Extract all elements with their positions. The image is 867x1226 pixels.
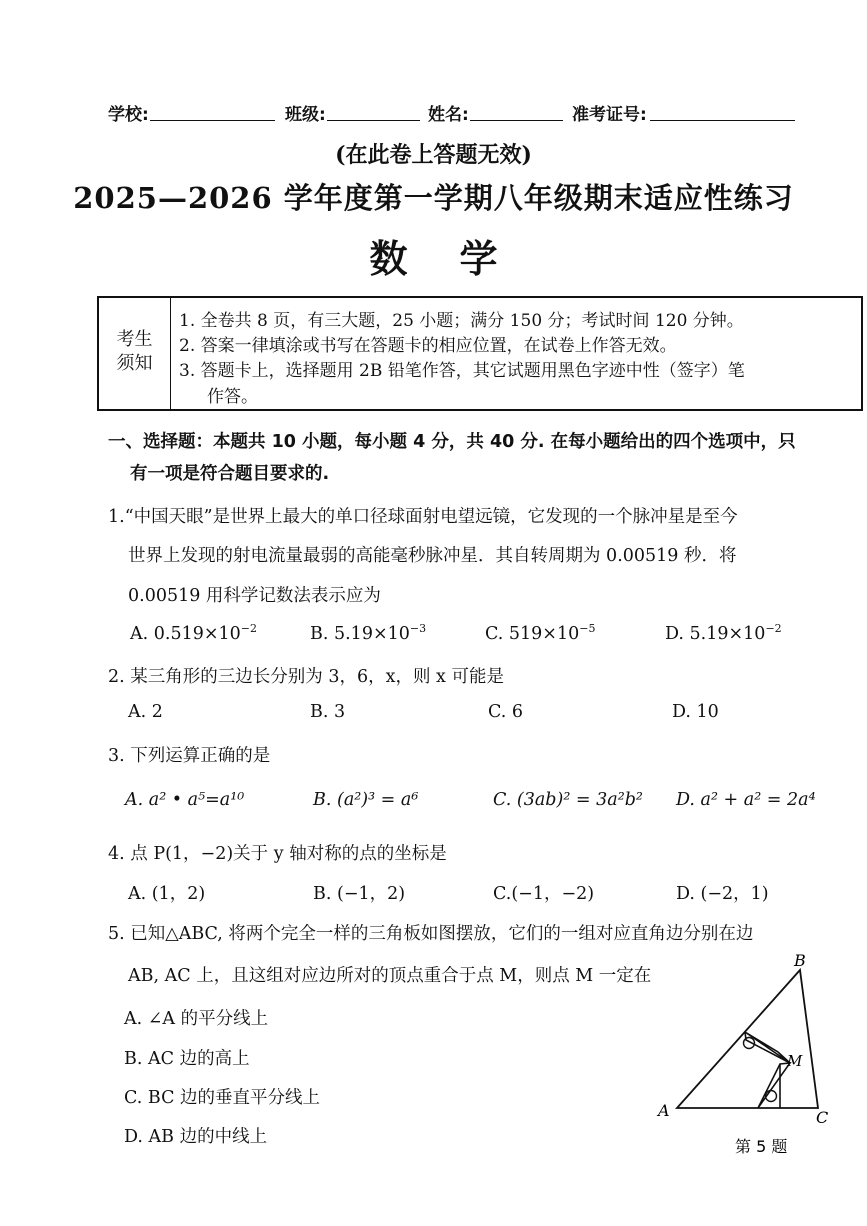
q3-option-b[interactable]: B. (a²)³ = a⁶ — [313, 790, 419, 810]
school-label: 学校: — [108, 105, 149, 125]
notice-label-line1: 考生 — [116, 329, 153, 350]
label-b: B — [794, 951, 806, 970]
ticket-label: 准考证号: — [572, 105, 647, 125]
q3-option-d[interactable]: D. a² + a² = 2a⁴ — [676, 790, 816, 810]
q5-line2: AB, AC 上，且这组对应边所对的顶点重合于点 M，则点 M 一定在 — [128, 966, 652, 986]
q1-option-b[interactable] — [310, 624, 426, 644]
q4-option-b[interactable]: B. (−1，2) — [313, 884, 406, 904]
figure-caption: 第 5 题 — [735, 1137, 788, 1156]
q2-option-d[interactable]: D. 10 — [672, 702, 719, 722]
q5-line1: 5. 已知△ABC, 将两个完全一样的三角板如图摆放，它们的一组对应直角边分别在边 — [108, 924, 754, 944]
notice-item: 2. 答案一律填涂或书写在答题卡的相应位置，在试卷上作答无效。 — [179, 336, 677, 356]
q1-line2: 世界上发现的射电流量最弱的高能毫秒脉冲星．其自转周期为 0.00519 秒．将 — [128, 546, 737, 566]
notice-label-line2: 须知 — [116, 353, 153, 374]
q3-option-a[interactable]: A. a² • a⁵=a¹⁰ — [125, 790, 245, 810]
notice-box — [97, 296, 863, 411]
q5-figure — [650, 948, 860, 1163]
school-blank[interactable] — [150, 120, 275, 121]
q1-c-text: C. 519×10 — [485, 624, 580, 644]
class-label: 班级: — [285, 105, 326, 125]
section1-line1: 一、选择题：本题共 10 小题，每小题 4 分，共 40 分. 在每小题给出的四个选项中，只 — [108, 432, 796, 452]
notice-item: 3. 答题卡上，选择题用 2B 铅笔作答，其它试题用黑色字迹中性（签字）笔 — [179, 361, 745, 381]
notice-item: 作答。 — [207, 387, 258, 407]
section1-line2: 有一项是符合题目要求的. — [130, 464, 330, 484]
class-blank[interactable] — [327, 120, 420, 121]
q1-b-exp: −3 — [409, 622, 427, 635]
q5-option-b[interactable]: B. AC 边的高上 — [124, 1049, 250, 1069]
q1-d-exp: −2 — [765, 622, 782, 635]
label-a: A — [658, 1101, 670, 1120]
q4-option-a[interactable]: A. (1，2) — [128, 884, 206, 904]
q1-c-exp: −5 — [579, 622, 596, 635]
q5-option-a[interactable]: A. ∠A 的平分线上 — [124, 1009, 269, 1029]
q1-d-text: D. 5.19×10 — [665, 624, 766, 644]
subject-title: 数学 — [369, 236, 550, 281]
q1-a-text: A. 0.519×10 — [130, 624, 241, 644]
q5-option-d[interactable]: D. AB 边的中线上 — [124, 1127, 268, 1147]
q2-stem: 2. 某三角形的三边长分别为 3，6，x，则 x 可能是 — [108, 667, 504, 687]
q3-option-c[interactable]: C. (3ab)² = 3a²b² — [493, 790, 643, 810]
q1-option-a[interactable] — [130, 624, 257, 644]
q1-line3: 0.00519 用科学记数法表示应为 — [128, 586, 381, 606]
name-blank[interactable] — [470, 120, 563, 121]
notice-label — [99, 298, 171, 409]
invalid-note: (在此卷上答题无效) — [335, 142, 532, 168]
q1-b-text: B. 5.19×10 — [310, 624, 410, 644]
q1-a-exp: −2 — [240, 622, 258, 635]
q5-option-c[interactable]: C. BC 边的垂直平分线上 — [124, 1088, 321, 1108]
label-c: C — [816, 1108, 829, 1127]
q1-option-c[interactable] — [485, 624, 595, 644]
q1-line1: 1.“中国天眼”是世界上最大的单口径球面射电望远镜，它发现的一个脉冲星是至今 — [108, 507, 738, 527]
label-m: M — [787, 1052, 803, 1070]
q4-option-d[interactable]: D. (−2，1) — [676, 884, 769, 904]
page-title: 2025—2026 学年度第一学期八年级期末适应性练习 — [73, 181, 794, 215]
q2-option-c[interactable]: C. 6 — [488, 702, 524, 722]
triangle-abc — [677, 970, 818, 1108]
q4-option-c[interactable]: C.(−1，−2) — [493, 884, 595, 904]
q2-option-a[interactable]: A. 2 — [128, 702, 163, 722]
ticket-blank[interactable] — [650, 120, 795, 121]
notice-item: 1. 全卷共 8 页，有三大题，25 小题；满分 150 分；考试时间 120 分钟。 — [179, 311, 744, 331]
q2-option-b[interactable]: B. 3 — [310, 702, 346, 722]
name-label: 姓名: — [428, 105, 469, 125]
q4-stem: 4. 点 P(1，−2)关于 y 轴对称的点的坐标是 — [108, 844, 447, 864]
q1-option-d[interactable] — [665, 624, 782, 644]
q3-stem: 3. 下列运算正确的是 — [108, 746, 271, 766]
